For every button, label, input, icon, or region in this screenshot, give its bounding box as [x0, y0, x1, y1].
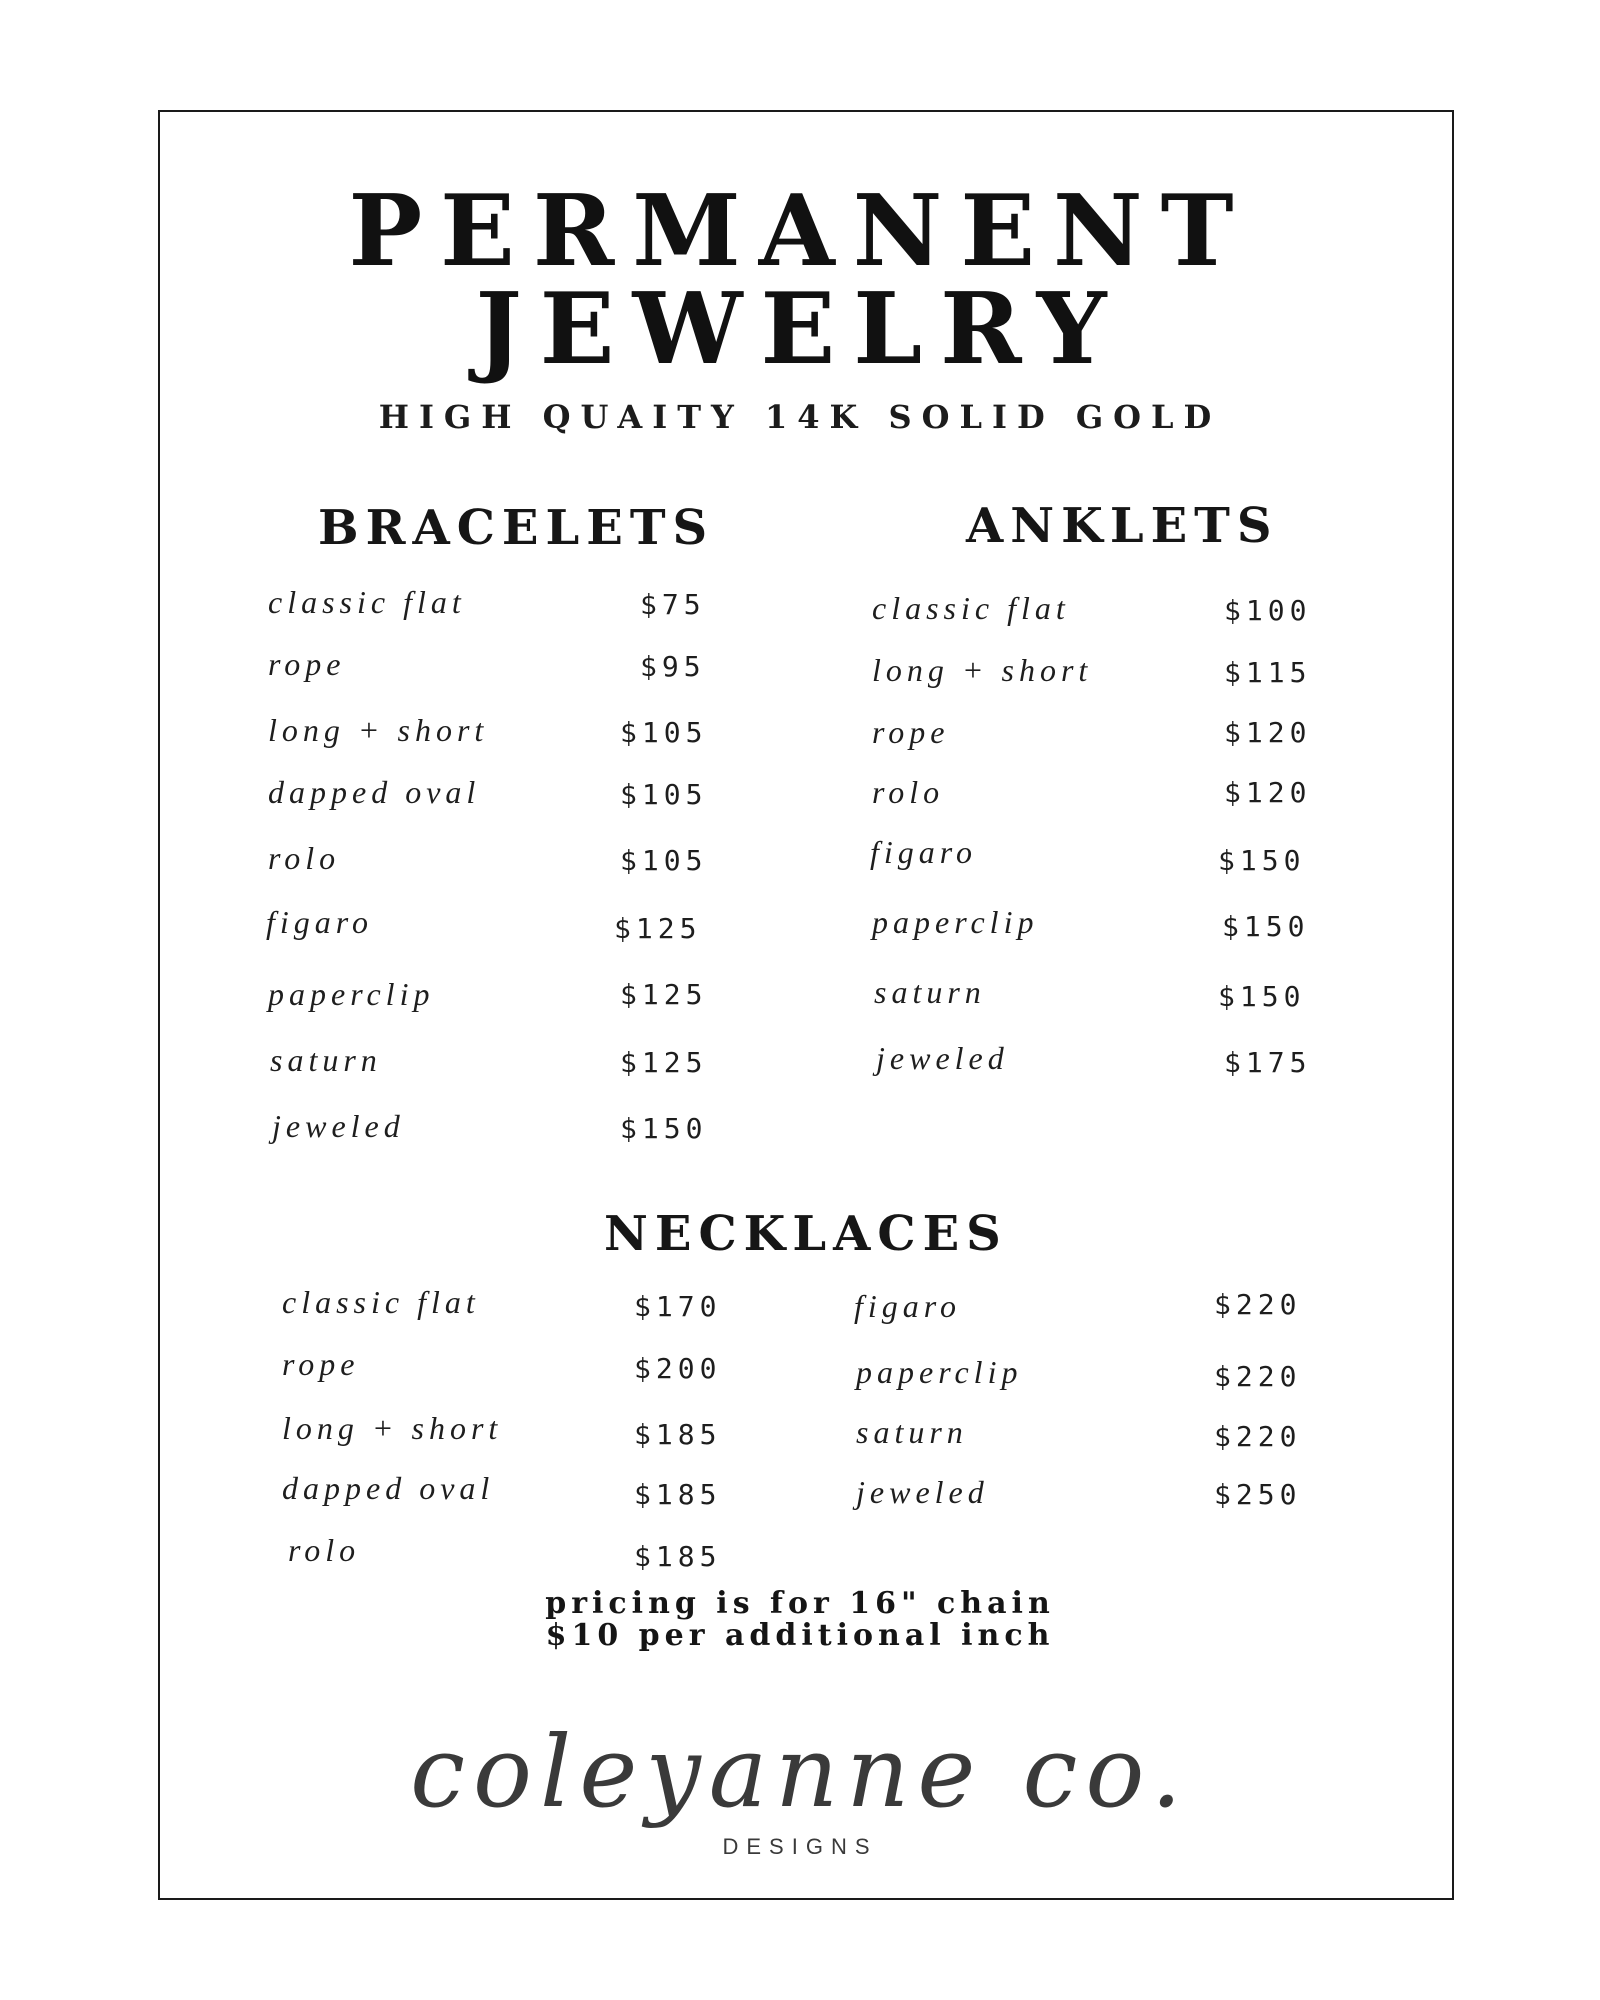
bracelet-item-name: figaro: [266, 904, 374, 940]
necklace-item-name: long + short: [282, 1410, 503, 1446]
necklace-item-name: rolo: [288, 1532, 361, 1568]
anklet-item-name: saturn: [874, 974, 986, 1010]
bracelet-item-name: long + short: [268, 712, 489, 748]
bracelet-item-price: $150: [620, 1112, 708, 1145]
anklet-item-price: $115: [1224, 656, 1312, 689]
bracelet-item-price: $125: [620, 978, 708, 1011]
anklet-item-price: $120: [1224, 776, 1312, 809]
necklace-item-name: jeweled: [856, 1474, 989, 1510]
necklace-item-price: $185: [634, 1540, 722, 1573]
bracelet-item-name: dapped oval: [268, 774, 481, 810]
necklaces-heading: NECKLACES: [604, 1206, 1008, 1262]
necklace-item-price: $250: [1214, 1478, 1302, 1511]
necklace-item-name: saturn: [856, 1414, 968, 1450]
pricing-note-line1: pricing is for 16" chain: [545, 1586, 1055, 1621]
anklet-item-name: paperclip: [872, 904, 1039, 940]
bracelet-item-price: $95: [640, 650, 706, 683]
necklace-item-price: $185: [634, 1418, 722, 1451]
necklace-item-price: $220: [1214, 1288, 1302, 1321]
necklace-item-name: paperclip: [856, 1354, 1023, 1390]
bracelet-item-price: $75: [640, 588, 706, 621]
necklace-item-price: $185: [634, 1478, 722, 1511]
bracelet-item-price: $105: [620, 844, 708, 877]
necklace-item-price: $200: [634, 1352, 722, 1385]
brand-logo: [0, 1718, 1600, 1860]
anklet-item-price: $150: [1218, 980, 1306, 1013]
necklace-item-price: $170: [634, 1290, 722, 1323]
anklet-item-price: $100: [1224, 594, 1312, 627]
bracelet-item-price: $105: [620, 778, 708, 811]
necklace-item-price: $220: [1214, 1360, 1302, 1393]
necklace-item-name: figaro: [854, 1288, 962, 1324]
bracelet-item-price: $125: [614, 912, 702, 945]
anklet-item-name: rope: [872, 714, 950, 750]
necklace-item-name: rope: [282, 1346, 360, 1382]
anklet-item-name: jeweled: [876, 1040, 1009, 1076]
bracelet-item-name: paperclip: [268, 976, 435, 1012]
page-title-line1: PERMANENT: [348, 174, 1252, 289]
bracelet-item-name: saturn: [270, 1042, 382, 1078]
bracelets-heading: BRACELETS: [318, 500, 715, 556]
bracelet-item-price: $105: [620, 716, 708, 749]
bracelet-item-name: classic flat: [268, 584, 466, 620]
brand-logo-subtitle: DESIGNS: [722, 1834, 878, 1859]
necklace-item-name: classic flat: [282, 1284, 480, 1320]
bracelet-item-name: rope: [268, 646, 346, 682]
anklet-item-price: $120: [1224, 716, 1312, 749]
page-subtitle: HIGH QUAITY 14K SOLID GOLD: [378, 398, 1222, 436]
brand-logo-script: coleyanne co.: [410, 1716, 1190, 1830]
bracelet-item-price: $125: [620, 1046, 708, 1079]
anklet-item-name: rolo: [872, 774, 945, 810]
pricing-note-line2: $10 per additional inch: [545, 1618, 1055, 1653]
anklets-heading: ANKLETS: [966, 498, 1279, 554]
anklet-item-price: $150: [1218, 844, 1306, 877]
anklet-item-name: figaro: [870, 834, 978, 870]
bracelet-item-name: jeweled: [272, 1108, 405, 1144]
anklet-item-name: long + short: [872, 652, 1093, 688]
necklace-item-price: $220: [1214, 1420, 1302, 1453]
anklet-item-price: $150: [1222, 910, 1310, 943]
page-title-line2: JEWELRY: [475, 272, 1125, 387]
anklet-item-name: classic flat: [872, 590, 1070, 626]
anklet-item-price: $175: [1224, 1046, 1312, 1079]
necklace-item-name: dapped oval: [282, 1470, 495, 1506]
bracelet-item-name: rolo: [268, 840, 341, 876]
